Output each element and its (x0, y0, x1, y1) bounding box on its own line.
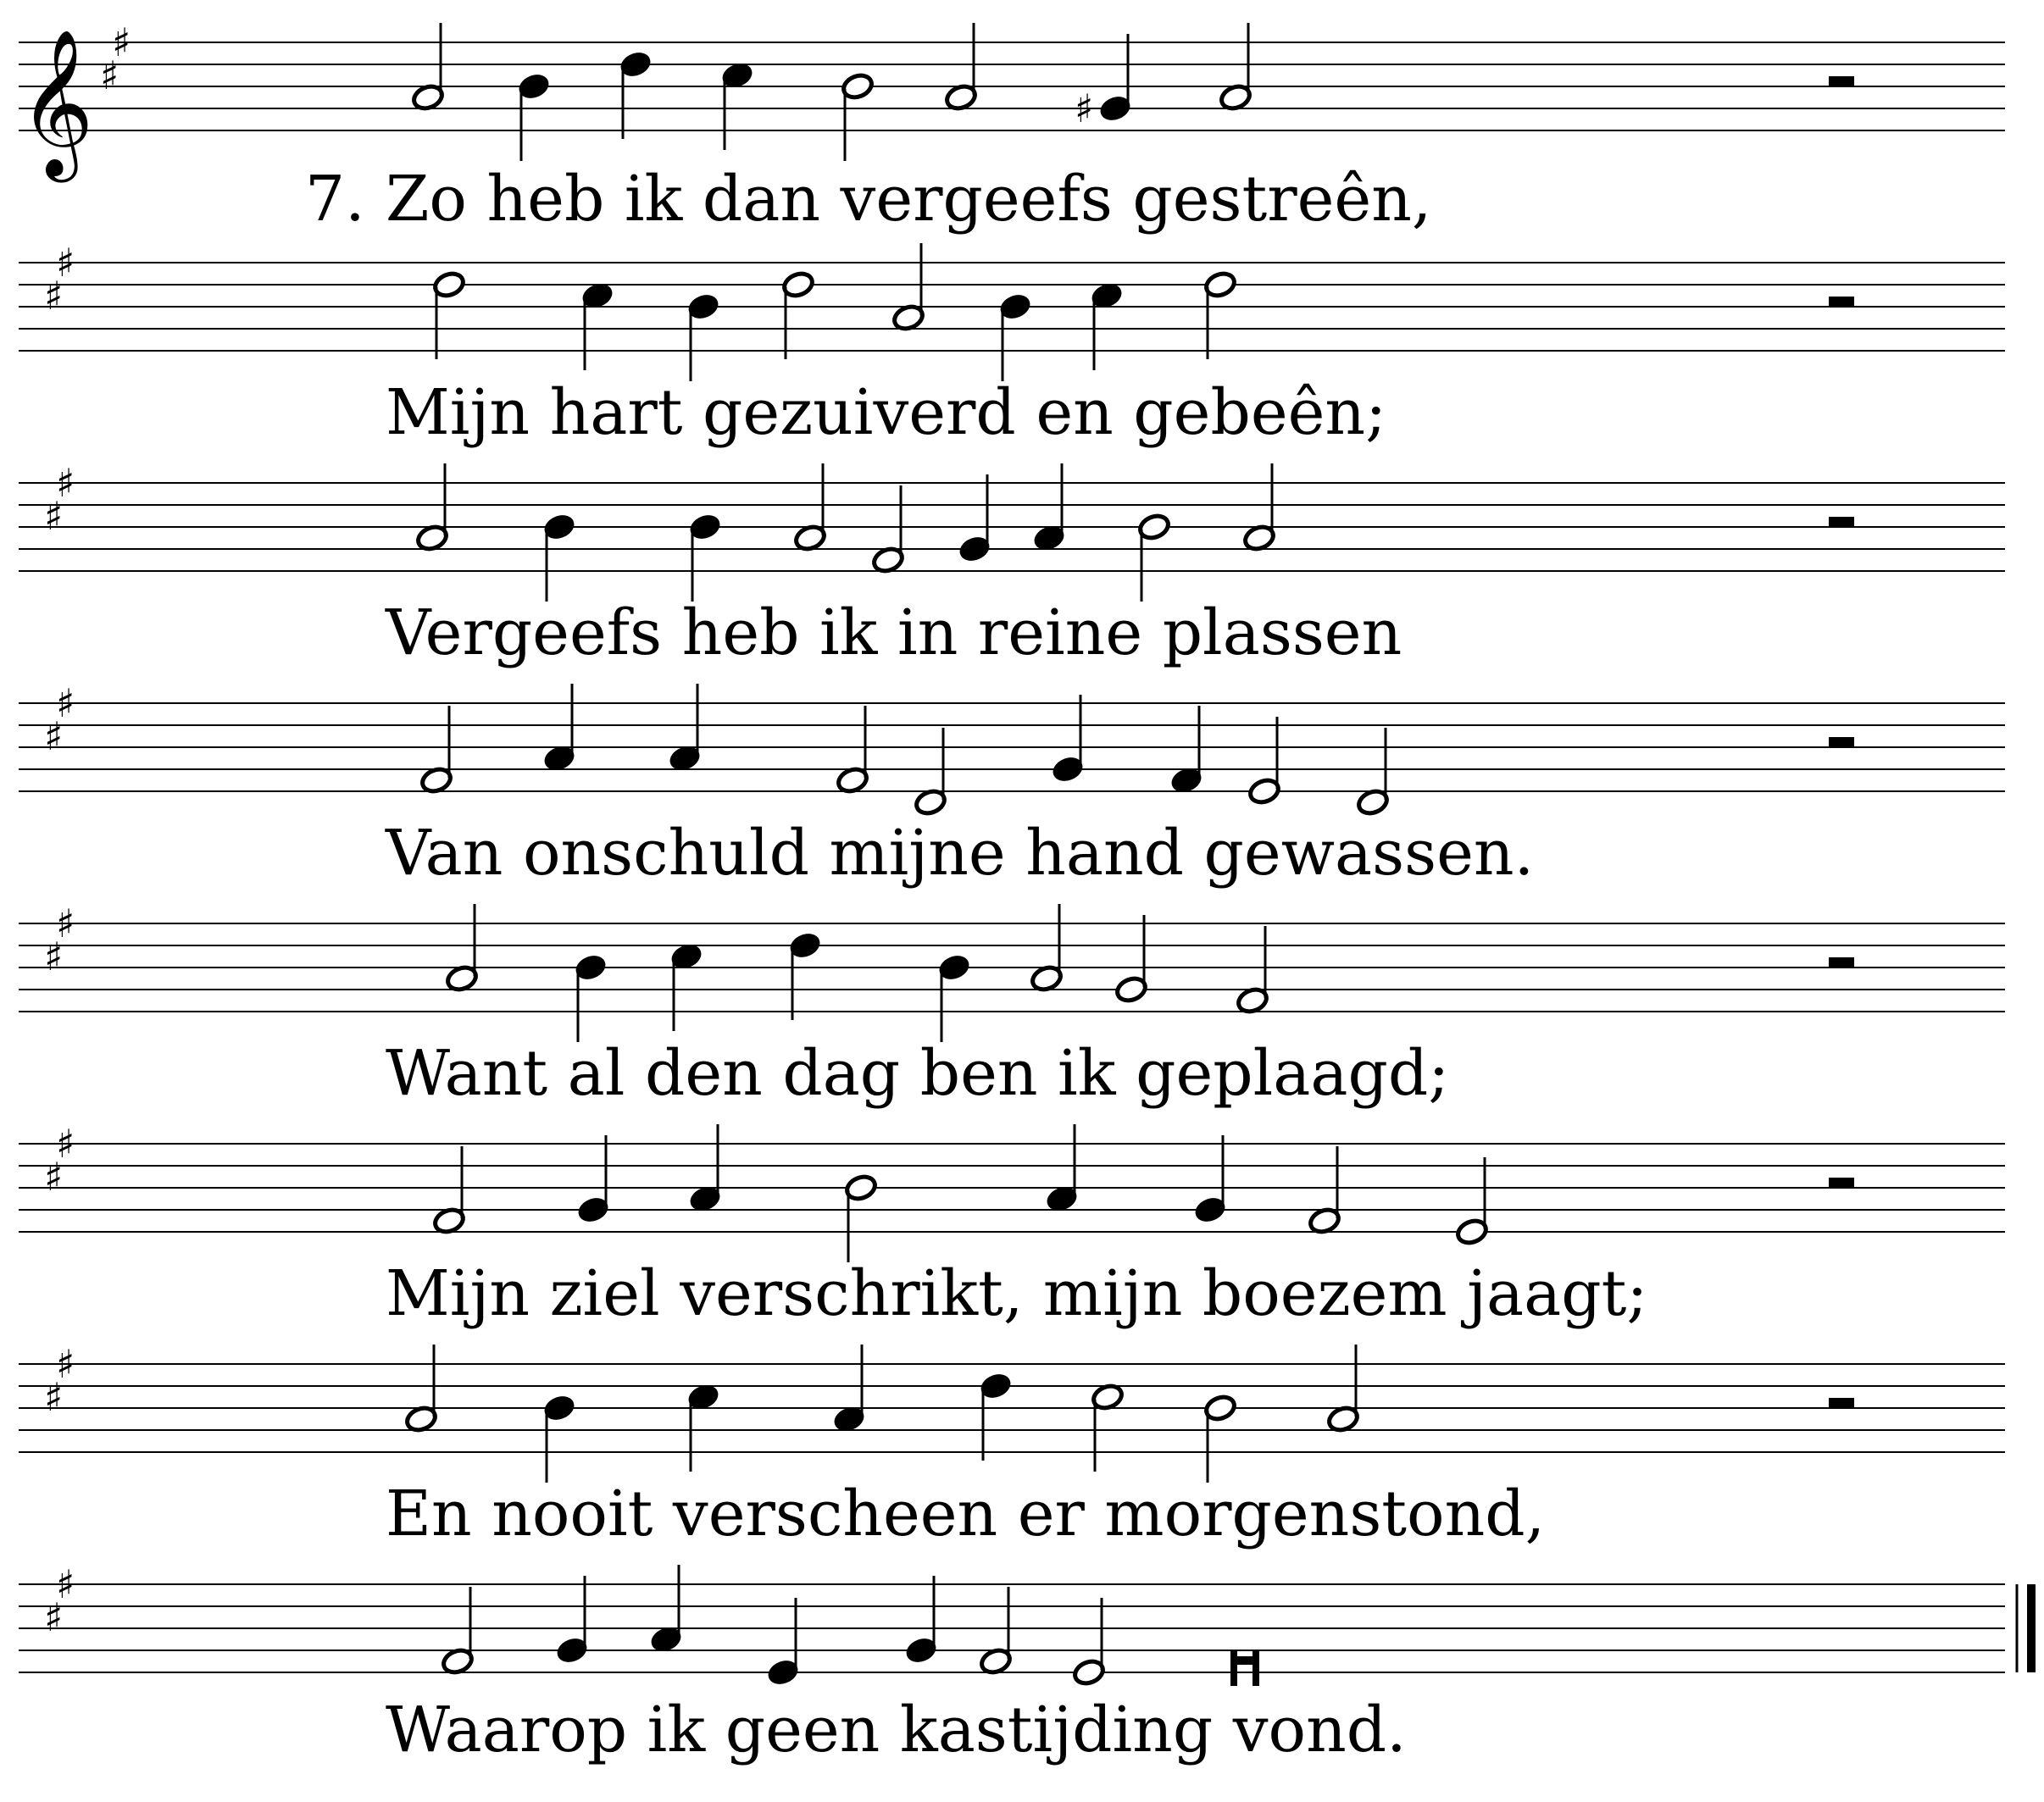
sharp-c-icon: ♯ (100, 53, 119, 98)
breve-rest-icon (1230, 1656, 1259, 1665)
sharp-f-icon: ♯ (56, 1561, 75, 1607)
sharp-c-icon: ♯ (44, 273, 64, 319)
sharp-f-icon: ♯ (112, 19, 131, 65)
lyric-line-2: Mijn hart gezuiverd en gebeên; (386, 376, 1387, 449)
lyric-line-6: Mijn ziel verschrikt, mijn boezem jaagt; (386, 1257, 1648, 1330)
lyric-line-1: Zo heb ik dan vergeefs gestreên, (386, 163, 1432, 236)
lyric-line-5: Want al den dag ben ik geplaagd; (386, 1037, 1450, 1110)
half-rest-icon (1829, 1178, 1854, 1188)
half-rest-icon (1829, 1398, 1854, 1408)
lyric-line-7: En nooit verscheen er morgenstond, (386, 1478, 1546, 1550)
sharp-f-icon: ♯ (56, 1341, 75, 1387)
half-rest-icon (1829, 957, 1854, 968)
sharp-c-icon: ♯ (44, 1374, 64, 1420)
sharp-f-icon: ♯ (56, 680, 75, 726)
half-rest-icon (1829, 297, 1854, 307)
sharp-f-icon: ♯ (56, 460, 75, 506)
sharp-f-icon: ♯ (56, 1121, 75, 1167)
lyric-line-8: Waarop ik geen kastijding vond. (386, 1694, 1407, 1766)
sharp-f-icon: ♯ (56, 901, 75, 946)
sharp-c-icon: ♯ (44, 493, 64, 539)
sharp-f-icon: ♯ (56, 240, 75, 286)
double-barline (2027, 1584, 2036, 1672)
treble-clef-icon: 𝄞 (19, 29, 94, 176)
accidental-sharp-icon: ♯ (1075, 86, 1094, 131)
sharp-c-icon: ♯ (44, 1594, 64, 1640)
sharp-c-icon: ♯ (44, 934, 64, 979)
breve-rest-icon (1230, 1650, 1237, 1686)
breve-rest-icon (1253, 1650, 1259, 1686)
verse-number: 7. (305, 163, 365, 236)
sharp-c-icon: ♯ (44, 713, 64, 759)
half-rest-icon (1829, 737, 1854, 747)
lyric-line-4: Van onschuld mijne hand gewassen. (386, 817, 1535, 890)
lyric-line-3: Vergeefs heb ik in reine plassen (386, 596, 1402, 669)
half-rest-icon (1829, 76, 1854, 86)
half-rest-icon (1829, 517, 1854, 527)
sharp-c-icon: ♯ (44, 1154, 64, 1200)
